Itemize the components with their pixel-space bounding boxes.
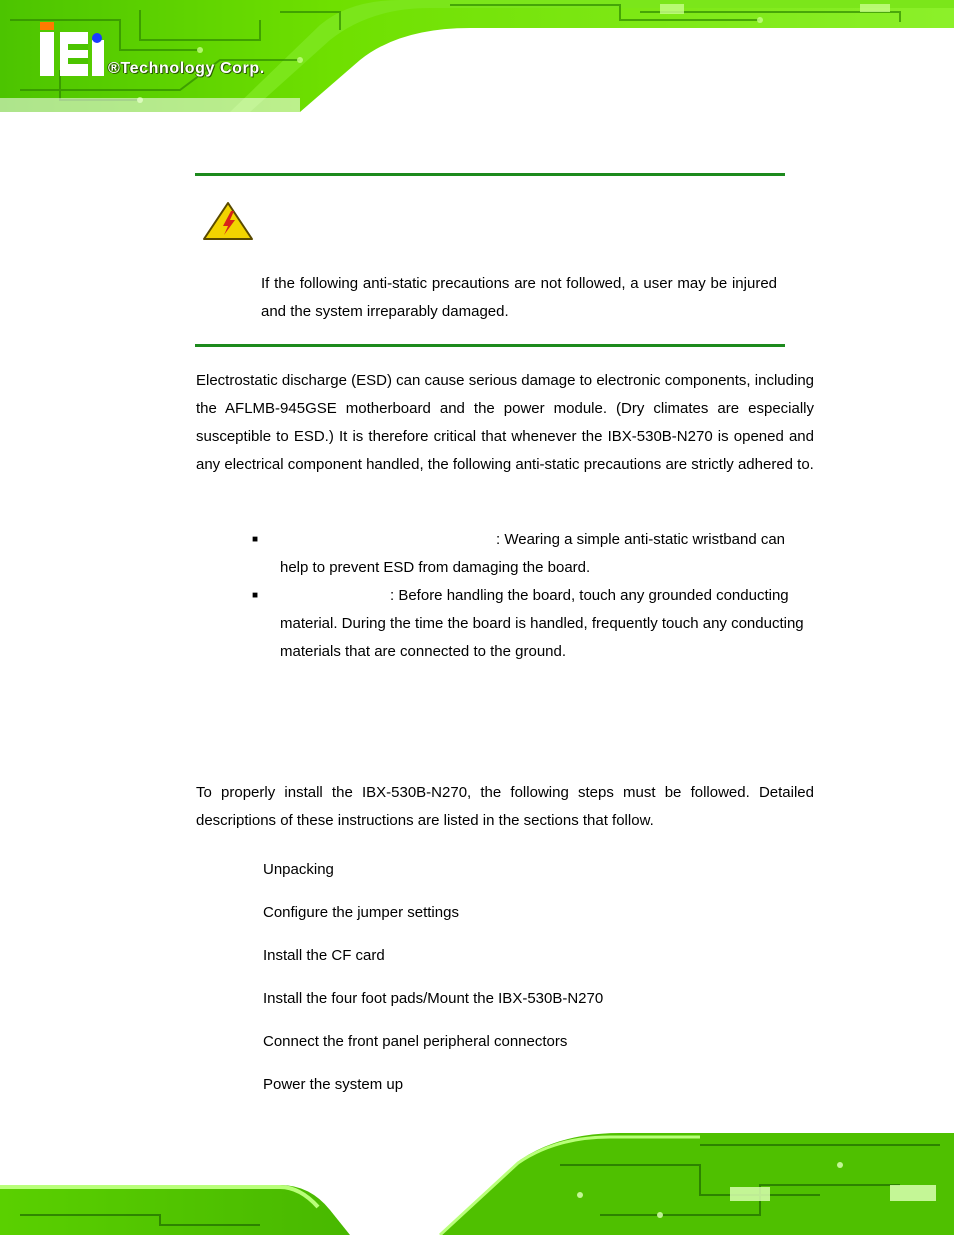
esd-paragraph: Electrostatic discharge (ESD) can cause serious damage to electronic components, including the AFLMB-945GSE motherboard and the power module. (Dry climates are especially susceptible to ESD.) It is therefore critical that whenever the IBX-530B-N270 is opened and any electrical component handled, the following anti-static precautions are strictly adhered to. bbox=[196, 372, 814, 473]
header-banner bbox=[0, 0, 954, 112]
warning-bottom-rule bbox=[195, 344, 785, 347]
bullet-square-icon: ■ bbox=[252, 534, 259, 545]
list-item: Configure the jumper settings bbox=[263, 904, 459, 921]
install-steps-list bbox=[263, 856, 763, 1114]
list-item: Install the CF card bbox=[263, 947, 385, 964]
circuit-board-footer bbox=[0, 1125, 954, 1235]
warning-text: If the following anti-static precautions are not followed, a user may be injured and the system irreparably damaged. bbox=[261, 275, 777, 320]
list-item: ■ : Wearing a simple anti-static wristband can help to prevent ESD from damaging the board. bbox=[252, 526, 812, 582]
footer-banner bbox=[0, 1125, 954, 1235]
list-item: Unpacking bbox=[263, 861, 334, 878]
warning-triangle-icon bbox=[202, 201, 254, 241]
install-paragraph: To properly install the IBX-530B-N270, the following steps must be followed. Detailed descriptions of these instructions are listed in the sections that follow. bbox=[196, 784, 814, 829]
precautions-list bbox=[252, 526, 812, 666]
list-item: Install the four foot pads/Mount the IBX-530B-N270 bbox=[263, 990, 604, 1007]
list-item: Power the system up bbox=[263, 1076, 404, 1093]
circuit-board-banner bbox=[0, 0, 954, 112]
list-item: ■ : Before handling the board, touch any grounded conducting material. During the time the board is handled, frequently touch any conducting materials that are connected to the ground. bbox=[252, 582, 812, 666]
warning-top-rule bbox=[195, 173, 785, 176]
logo-text: ®Technology Corp. bbox=[108, 60, 265, 77]
list-item: Connect the front panel peripheral connectors bbox=[263, 1033, 568, 1050]
bullet-square-icon: ■ bbox=[252, 590, 259, 601]
